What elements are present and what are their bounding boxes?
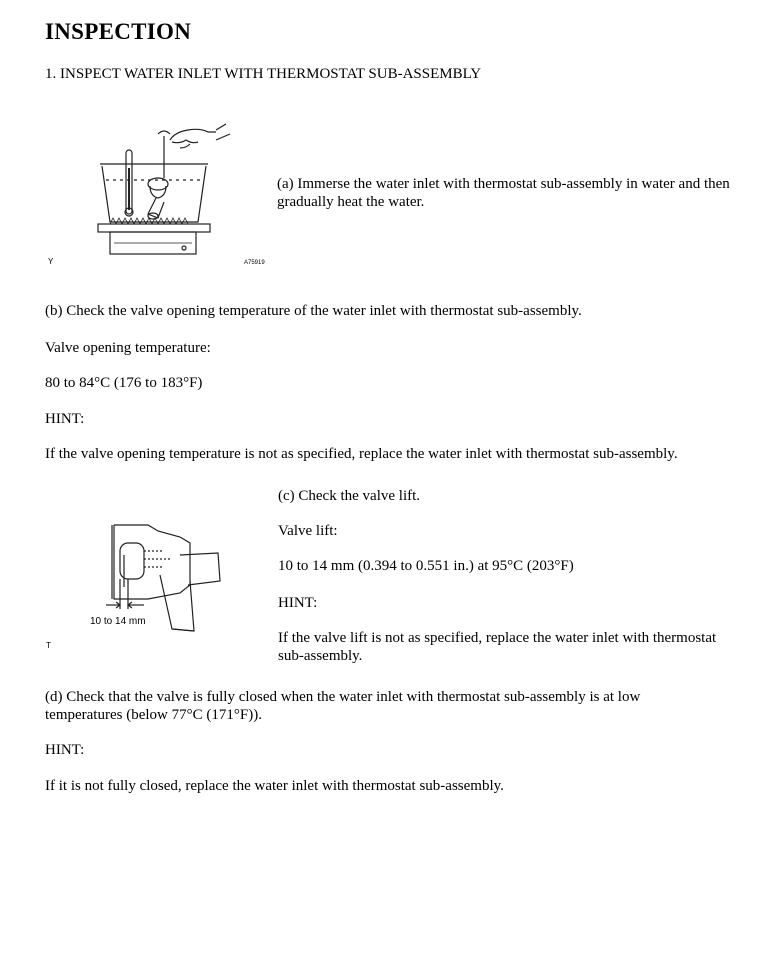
hint-label: HINT: xyxy=(45,742,85,758)
hint-text: If the valve lift is not as specified, replace the water inlet with thermostat sub-assembly. xyxy=(278,630,717,664)
spec-label-valve-lift: Valve lift: xyxy=(278,523,338,539)
figure1-mark: Y xyxy=(48,257,54,266)
hint-text: If the valve opening temperature is not as specified, replace the water inlet with thermostat sub-assembly. xyxy=(45,446,678,462)
paragraph-c: (c) Check the valve lift. xyxy=(278,488,421,504)
paragraph-b: (b) Check the valve opening temperature of the water inlet with thermostat sub-assembly. xyxy=(45,303,582,319)
figure2-dimension-label: 10 to 14 mm xyxy=(90,616,146,627)
figure-heating-test xyxy=(40,118,285,270)
hint-label: HINT: xyxy=(278,595,318,611)
hint-label: HINT: xyxy=(45,411,85,427)
paragraph-d: (d) Check that the valve is fully closed when the water inlet with thermostat sub-assembly is at low temperatures (below 77°C (171°F)). xyxy=(45,689,641,723)
paragraph-a: (a) Immerse the water inlet with thermostat sub-assembly in water and then gradually heat the water. xyxy=(277,176,730,210)
step-heading: 1. INSPECT WATER INLET WITH THERMOSTAT SUB-ASSEMBLY xyxy=(45,66,482,82)
heating-test-illustration xyxy=(40,118,285,270)
figure2-mark: T xyxy=(46,641,51,650)
spec-value-valve-lift: 10 to 14 mm (0.394 to 0.551 in.) at 95°C (203°F) xyxy=(278,558,574,574)
hint-text: If it is not fully closed, replace the water inlet with thermostat sub-assembly. xyxy=(45,778,504,794)
valve-lift-illustration xyxy=(40,515,240,655)
figure1-code: A75919 xyxy=(244,260,265,266)
spec-label-temperature: Valve opening temperature: xyxy=(45,340,211,356)
page-title: INSPECTION xyxy=(45,19,192,44)
figure-valve-lift xyxy=(40,515,240,655)
spec-value-temperature: 80 to 84°C (176 to 183°F) xyxy=(45,375,203,391)
